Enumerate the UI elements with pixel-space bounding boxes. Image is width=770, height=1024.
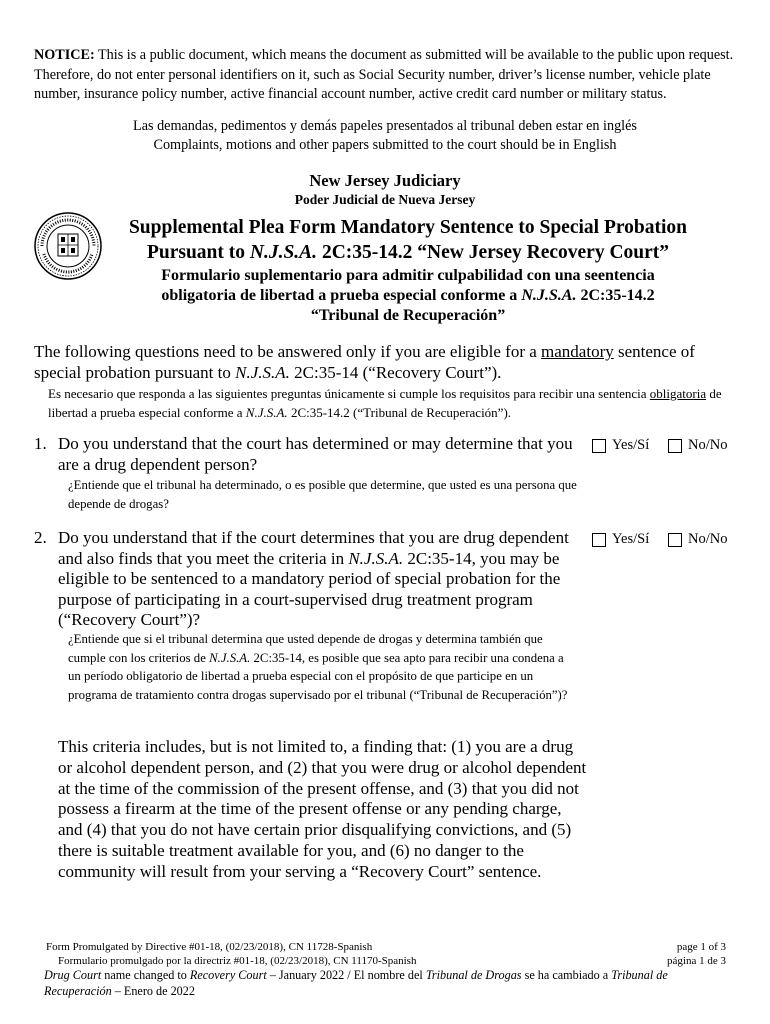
question-1 bbox=[34, 434, 574, 475]
yes-label: Yes/Sí bbox=[612, 531, 650, 547]
q1-no-checkbox[interactable] bbox=[668, 437, 727, 454]
footer-form-number-spanish: Formulario promulgado por la directriz #01-18, (02/23/2018), CN 11170-Spanish bbox=[58, 955, 417, 967]
question-1-spanish: ¿Entiende que el tribunal ha determinado, o es posible que determine, que usted es una persona que depende de drogas? bbox=[68, 478, 577, 511]
no-label: No/No bbox=[688, 437, 728, 453]
page-number-spanish: página 1 de 3 bbox=[667, 955, 726, 967]
name-change-note: Drug Court name changed to Recovery Court – January 2022 / El nombre del Tribunal de Drogas se ha cambiado a Tribunal de Recuperación – Enero de 2022 bbox=[44, 968, 668, 998]
checkbox-box[interactable] bbox=[668, 439, 682, 453]
org-name-spanish: Poder Judicial de Nueva Jersey bbox=[294, 192, 476, 207]
language-notice-english: Complaints, motions and other papers submitted to the court should be in English bbox=[153, 137, 617, 153]
question-text: Do you understand that if the court determines that you are drug dependent and also finds that you meet the criteria in N.J.S.A. 2C:35-14, you may be eligible to be sentenced to a mandatory period of special probation for the purpose of participating in a court-supervised drug treatment program (“Recovery Court”)? bbox=[58, 528, 569, 629]
no-label: No/No bbox=[688, 531, 728, 547]
intro-paragraph-spanish: Es necesario que responda a las siguientes preguntas únicamente si cumple los requisitos para recibir una sentencia obligatoria de libertad a prueba especial conforme a N.J.S.A. 2C:35-14.2 (“Tribunal de Recuperación”). bbox=[48, 386, 722, 420]
checkbox-box[interactable] bbox=[592, 533, 606, 547]
footer-form-number: Form Promulgated by Directive #01-18, (02/23/2018), CN 11728-Spanish bbox=[46, 941, 373, 953]
question-text: Do you understand that the court has determined or may determine that you are a drug dependent person? bbox=[58, 434, 573, 474]
q2-no-checkbox[interactable] bbox=[668, 531, 727, 548]
subtitle-line-2: obligatoria de libertad a prueba especial conforme a N.J.S.A. 2C:35-14.2 bbox=[161, 287, 655, 304]
form-title-line-1: Supplemental Plea Form Mandatory Sentence to Special Probation bbox=[128, 217, 688, 238]
question-2-spanish: ¿Entiende que si el tribunal determina que usted depende de drogas y determina también que cumple con los criterios de N.J.S.A. 2C:35-14, es posible que sea apto para recibir una condena a un período obligatorio de libertad a prueba especial con el propósito de que participe en un programa de tratamiento contra drogas supervisado por el tribunal (“Tribunal de Recuperación”)? bbox=[68, 632, 568, 702]
public-notice bbox=[34, 46, 736, 105]
notice-label: NOTICE: bbox=[34, 47, 95, 63]
form-subtitle-spanish bbox=[118, 266, 698, 326]
question-number: 1. bbox=[34, 434, 47, 453]
q1-yes-checkbox[interactable] bbox=[592, 437, 649, 454]
checkbox-box[interactable] bbox=[592, 439, 606, 453]
org-name: New Jersey Judiciary bbox=[309, 171, 461, 190]
subtitle-line-3: “Tribunal de Recuperación” bbox=[310, 307, 506, 324]
form-title bbox=[118, 216, 698, 265]
notice-text: This is a public document, which means the document as submitted will be available to the public upon request. Therefore, do not enter personal identifiers on it, such as Social Security number, driver’s license number, vehicle plate number, insurance policy number, active financial account number, active credit card number or military status. bbox=[34, 47, 734, 102]
question-number: 2. bbox=[34, 528, 47, 547]
question-2 bbox=[34, 528, 574, 631]
nj-judiciary-seal-icon bbox=[32, 210, 128, 280]
subtitle-line-1: Formulario suplementario para admitir culpabilidad con una seentencia bbox=[161, 267, 655, 284]
q2-yes-checkbox[interactable] bbox=[592, 531, 649, 548]
form-title-line-2: Pursuant to N.J.S.A. 2C:35-14.2 “New Jersey Recovery Court” bbox=[146, 241, 670, 263]
checkbox-box[interactable] bbox=[668, 533, 682, 547]
criteria-paragraph: This criteria includes, but is not limited to, a finding that: (1) you are a drug or alcohol dependent person, and (2) that you were drug or alcohol dependent at the time of the commission of the present offense, and (3) that you did not possess a firearm at the time of the present offense or any pending charge, and (4) that you do not have certain prior disqualifying convictions, and (5) there is suitable treatment available for you, and (6) no danger to the community will result from your serving a “Recovery Court” sentence. bbox=[58, 737, 587, 881]
page-number: page 1 of 3 bbox=[676, 941, 726, 953]
yes-label: Yes/Sí bbox=[612, 437, 650, 453]
intro-paragraph: The following questions need to be answered only if you are eligible for a mandatory sentence of special probation pursuant to N.J.S.A. 2C:35-14 (“Recovery Court”). bbox=[34, 342, 695, 382]
language-notice-spanish: Las demandas, pedimentos y demás papeles presentados al tribunal deben estar en inglés bbox=[133, 118, 637, 134]
